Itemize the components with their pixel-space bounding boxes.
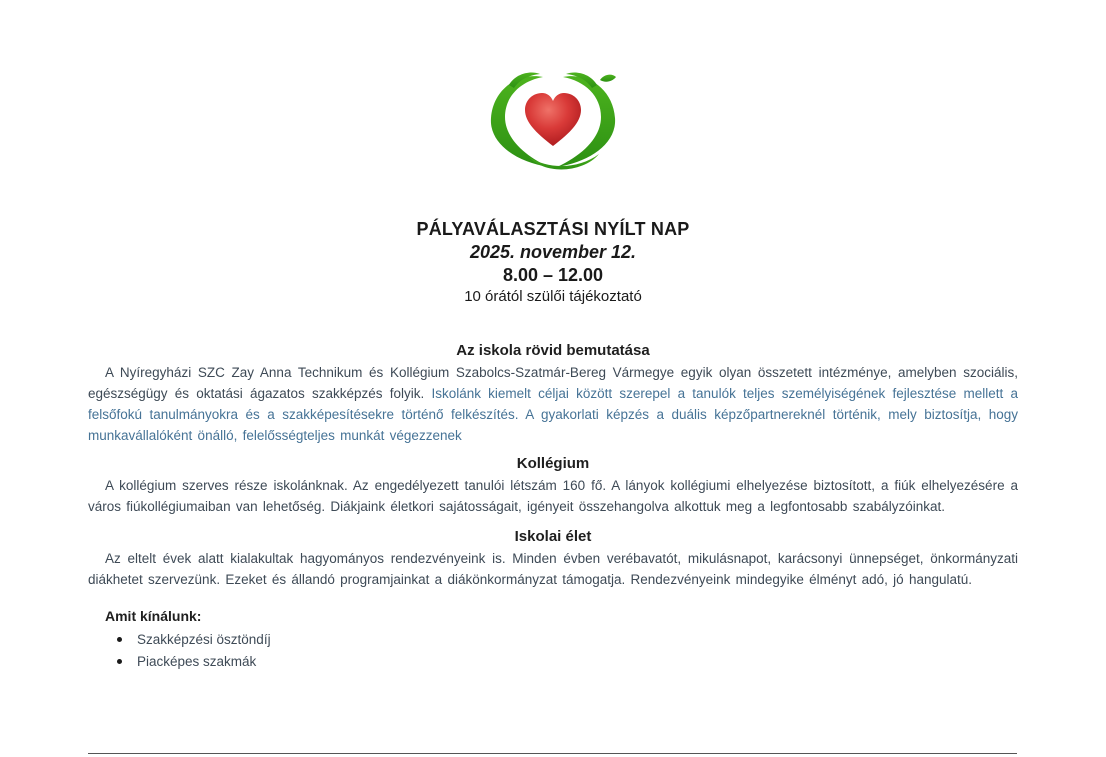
school-life-paragraph [88,548,1018,590]
section-school-life [0,527,1106,590]
heart-hands-logo-icon [483,70,623,170]
footer-rule [88,753,1017,754]
section-dormitory [0,454,1106,517]
offer-item-label: Szakképzési ösztöndíj [137,632,271,647]
paragraph-text-blue: Iskolánk kiemelt céljai között szerepel a tanulók teljes személyiségének fejlesztése mellett a felsőfokú tanulmányokra és a szakképesítésekre történő felkészítés. A gyakorlati képzés a duális képzőpartnereknél történik, mely biztosítja, hogy munkavállalóként önálló, felelősségteljes munkát végezzenek [88,386,1018,443]
offer-list [105,629,1018,673]
event-time: 8.00 – 12.00 [502,265,604,285]
event-subtitle: 10 órától szülői tájékoztató [464,288,642,305]
bullet-icon [117,637,122,642]
dormitory-paragraph [88,475,1018,517]
paragraph-text-dark: A Nyíregyházi SZC Zay Anna Technikum és Kollégium Szabolcs-Szatmár-Bereg Vármegye egyik olyan összetett intézménye, amelyben szociális, egészségügy és oktatási ágazatos szakképzés folyik. [88,365,1018,401]
paragraph-text-dark: Az eltelt évek alatt kialakultak hagyományos rendezvényeink is. Minden évben verébavatót, mikulásnapot, karácsonyi ünnepséget, önkormányzati diákhetet szervezünk. Ezeket és állandó programjainkat a diákönkormányzat támogatja. Rendezvényeink mindegyike élményt adó, jó hangulatú. [88,551,1018,587]
offer-section [88,606,1018,673]
section-heading-school-life: Iskolai élet [514,528,592,545]
event-date: 2025. november 12. [469,242,637,262]
paragraph-text-dark: A kollégium szerves része iskolánknak. Az engedélyezett tanulói létszám 160 fő. A lányok kollégiumi elhelyezése biztosított, a fiúk elhelyezésére a város fiúkollégiumaiban van lehetőség. Diákjaink életkori sajátosságait, igényeit összehangolva alkottuk meg a legfontosabb szabályzóinkat. [88,478,1018,514]
list-item [105,629,1018,651]
bullet-icon [117,659,122,664]
event-title: PÁLYAVÁLASZTÁSI NYÍLT NAP [416,219,690,239]
section-heading-school-intro: Az iskola rövid bemutatása [456,342,650,359]
school-logo [483,70,623,170]
school-intro-paragraph [88,362,1018,446]
list-item [105,651,1018,673]
offer-item-label: Piacképes szakmák [137,654,257,669]
section-heading-dormitory: Kollégium [516,455,590,472]
event-header [0,218,1106,307]
section-school-intro [0,341,1106,446]
offer-heading: Amit kínálunk: [105,608,202,624]
